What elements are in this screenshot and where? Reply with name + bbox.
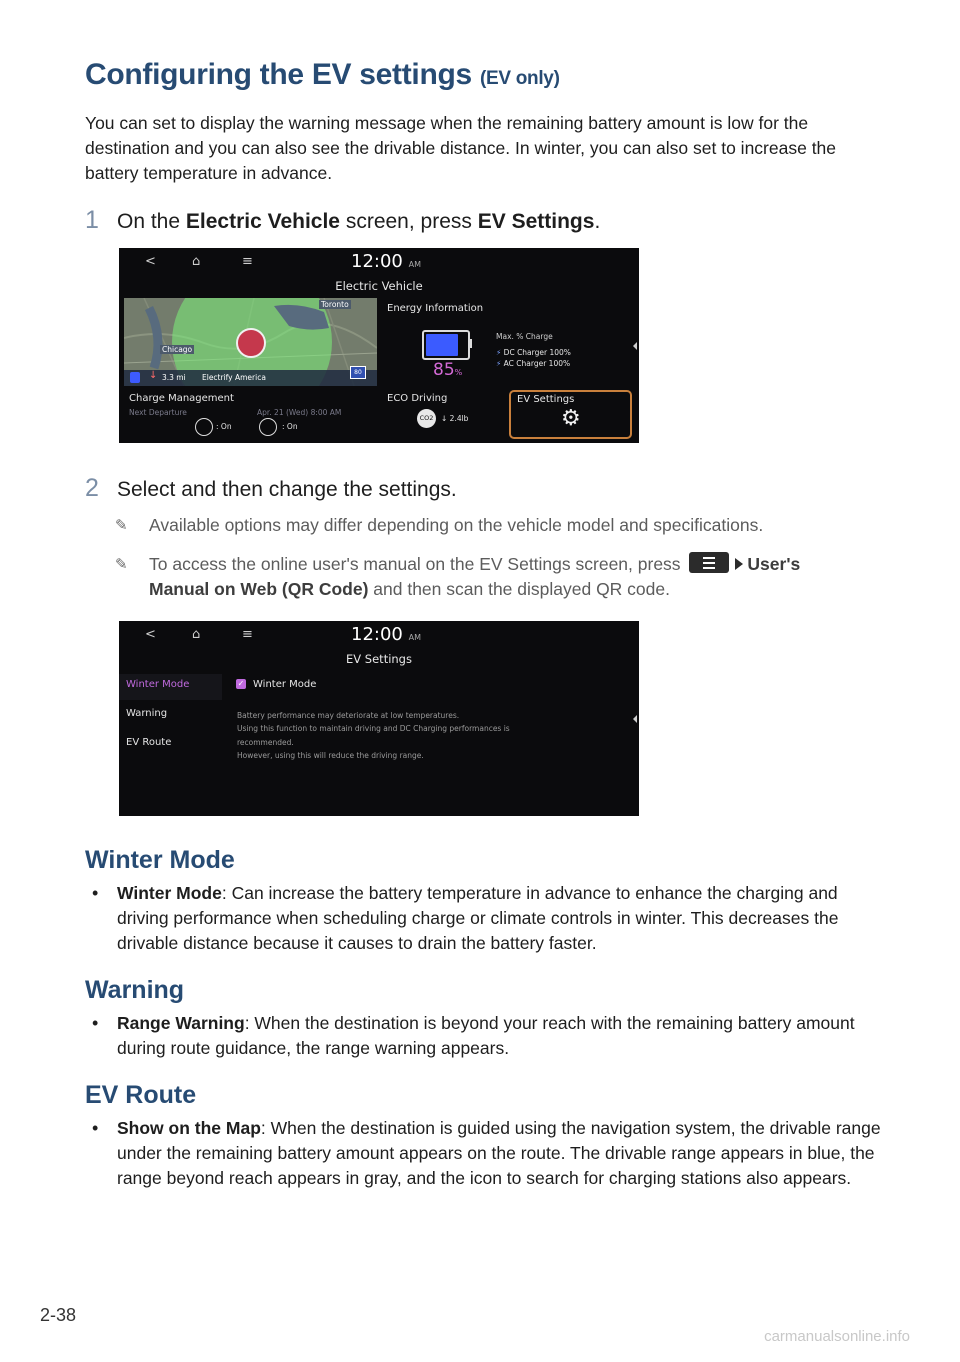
bullet-show-on-map: • Show on the Map: When the destination is guided using the navigation system, the drivable range under the remaining battery amount appears on the route. The drivable range appears in blue, the range beyond reach appears in gray, and the icon to search for charging stations also appears. <box>92 1116 882 1191</box>
bullet-range-warning: • Range Warning: When the destination is beyond your reach with the remaining battery amount during route guidance, the range warning appears. <box>92 1011 882 1061</box>
note-pencil-icon: ✎ <box>115 517 128 534</box>
winter-mode-checkbox-label[interactable]: Winter Mode <box>253 679 317 690</box>
charging-timer-icon <box>195 418 213 436</box>
bullet-dot-icon: • <box>92 1013 99 1033</box>
step-2: 2 Select and then change the settings. <box>85 474 457 502</box>
description-line: Battery performance may deteriorate at low temperatures. <box>237 711 460 720</box>
battery-percent: 85% <box>433 360 463 380</box>
section-heading-winter-mode: Winter Mode <box>85 846 235 874</box>
map-widget[interactable] <box>124 298 377 386</box>
map-city-label: Toronto <box>321 300 349 309</box>
eco-driving-title[interactable]: ECO Driving <box>387 393 448 404</box>
map-station: Electrify America <box>202 373 266 382</box>
lightning-icon: ⚡ <box>496 359 502 368</box>
checkbox-checked-icon[interactable]: ✓ <box>237 679 245 688</box>
menu-icon[interactable]: ≡ <box>242 254 253 269</box>
climate-status: : On <box>282 422 298 431</box>
back-icon[interactable]: < <box>145 254 156 269</box>
charge-mgmt-title[interactable]: Charge Management <box>129 393 234 404</box>
screen-title: EV Settings <box>346 652 412 666</box>
description-line: Using this function to maintain driving and DC Charging performances is <box>237 724 510 733</box>
section-heading-warning: Warning <box>85 976 185 1004</box>
step-number: 1 <box>85 206 99 234</box>
description-line: recommended. <box>237 738 294 747</box>
energy-title: Energy Information <box>387 303 484 314</box>
clock: 12:00 AM <box>351 624 421 645</box>
screen-title: Electric Vehicle <box>335 279 423 293</box>
back-icon[interactable]: < <box>145 627 156 642</box>
bullet-dot-icon: • <box>92 1118 99 1138</box>
next-departure-label: Next Departure <box>129 408 187 417</box>
battery-tip <box>469 339 472 348</box>
arrow-right-icon <box>735 558 743 570</box>
climate-timer-icon <box>259 418 277 436</box>
menu-icon[interactable]: ≡ <box>242 627 253 642</box>
ev-settings-button[interactable] <box>509 390 632 439</box>
watermark: carmanualsonline.info <box>764 1328 910 1345</box>
battery-fill <box>426 334 458 356</box>
electric-vehicle-screen <box>119 248 639 443</box>
map-city-label: Chicago <box>162 345 193 354</box>
side-panel-tab-icon[interactable] <box>633 342 637 350</box>
highway-sign-icon: 80 <box>350 366 366 379</box>
battery-icon <box>422 330 470 360</box>
note-2: ✎ To access the online user's manual on the EV Settings screen, press User's Manual on Web (QR Code) and then scan the displayed QR code. <box>115 552 855 602</box>
description-line: However, using this will reduce the driving range. <box>237 751 424 760</box>
lightning-icon: ⚡ <box>496 348 502 357</box>
ev-settings-label: EV Settings <box>517 394 575 405</box>
note-pencil-icon: ✎ <box>115 556 128 573</box>
ev-settings-screen <box>119 621 639 816</box>
departure-date: Apr. 21 (Wed) 8:00 AM <box>257 408 342 417</box>
vehicle-position-icon <box>236 328 266 358</box>
page-number: 2-38 <box>40 1305 77 1325</box>
arrow-down-icon: ↓ <box>149 370 158 381</box>
co2-value: ↓ 2.4lb <box>441 414 469 423</box>
section-heading-ev-route: EV Route <box>85 1081 197 1109</box>
home-icon[interactable]: ⌂ <box>192 627 201 642</box>
intro-paragraph: You can set to display the warning message when the remaining battery amount is low for the destination and you can also see the drivable distance. In winter, you can also set to increase the battery temperature in advance. <box>85 113 837 183</box>
max-charge-label: Max. % Charge <box>496 332 553 341</box>
step-1: 1 On the Electric Vehicle screen, press EV Settings. <box>85 206 601 234</box>
charging-status: : On <box>216 422 232 431</box>
ev-charge-icon <box>130 372 140 383</box>
step-number: 2 <box>85 474 99 502</box>
bullet-dot-icon: • <box>92 883 99 903</box>
co2-icon: CO2 <box>417 409 436 428</box>
menu-key-icon <box>689 552 729 573</box>
bullet-winter-mode: • Winter Mode: Can increase the battery temperature in advance to enhance the charging and driving performance when scheduling charge or climate controls in winter. This decreases the drivable distance because it causes to drain the battery faster. <box>92 881 882 956</box>
menu-item-winter-mode[interactable]: Winter Mode <box>126 679 190 690</box>
side-panel-tab-icon[interactable] <box>633 715 637 723</box>
clock: 12:00 AM <box>351 251 421 272</box>
ac-charger: ⚡ AC Charger 100% <box>496 359 571 368</box>
note-1: ✎ Available options may differ depending on the vehicle model and specifications. <box>115 513 855 538</box>
page-subtitle: (EV only) <box>479 68 560 89</box>
menu-item-ev-route[interactable]: EV Route <box>126 737 172 748</box>
menu-item-warning[interactable]: Warning <box>126 708 168 719</box>
dc-charger: ⚡ DC Charger 100% <box>496 348 571 357</box>
home-icon[interactable]: ⌂ <box>192 254 201 269</box>
page-title: Configuring the EV settings (EV only) <box>85 58 560 91</box>
map-distance: 3.3 mi <box>162 373 186 382</box>
gear-icon: ⚙ <box>561 406 581 431</box>
